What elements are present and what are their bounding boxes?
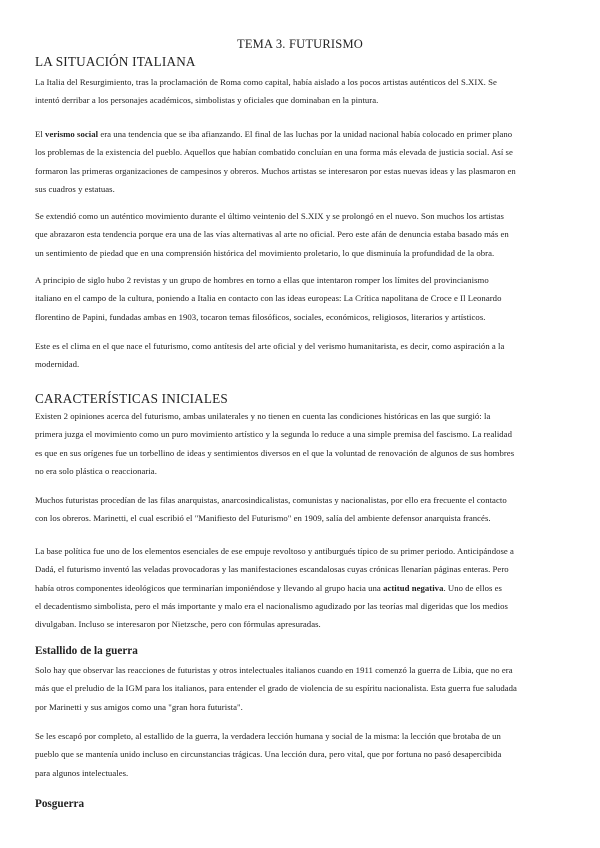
text-line: un sentimiento de piedad que en una comprensión histórica del movimiento proletario, lo que disminuía la profundidad de la obra. xyxy=(35,247,495,258)
document-title: TEMA 3. FUTURISMO xyxy=(237,37,363,51)
section-heading-estallido-de-la-guerra: Estallido de la guerra xyxy=(35,645,138,657)
text-line: pueblo que se mantenía unido incluso en circunstancias trágicas. Una lección dura, pero vital, que por fortuna no pasó desapercibida xyxy=(35,749,502,760)
text-line: Muchos futuristas procedían de las filas anarquistas, anarcosindicalistas, comunistas y nacionalistas, por ello era frecuente el contacto xyxy=(35,495,507,505)
section-heading-situacion-italiana: LA SITUACIÓN ITALIANA xyxy=(35,54,196,69)
text-line: La Italia del Resurgimiento, tras la proclamación de Roma como capital, había aislado a los pocos artistas auténticos del S.XIX. Se xyxy=(35,77,497,87)
paragraph-5 xyxy=(35,337,595,374)
text-line: es que en sus orígenes fue un torbellino de ideas y sentimientos diversos en el que la voluntad de renovación de algunos de sus hombres xyxy=(35,447,515,458)
text-line: Se extendió como un auténtico movimiento durante el último veintenio del S.XIX y se prolongó en el nuevo. Son muchos los artistas xyxy=(35,211,504,221)
text-line: La base política fue uno de los elementos esenciales de ese empuje revoltoso y antiburgués típico de su primer periodo. Anticipándose a xyxy=(35,546,514,556)
text-line: más que el preludio de la IGM para los italianos, para entender el grado de violencia de su espíritu nacionalista. Esta guerra fue saludada xyxy=(35,683,517,694)
text-line: divulgaban. Incluso se interesaron por Nietzsche, pero con fórmulas apresuradas. xyxy=(35,619,321,630)
text-line: florentino de Papini, fundadas ambas en 1903, tocaron temas filosóficos, sociales, económicos, religiosos, literarios y artísticos. xyxy=(35,311,486,322)
paragraph-1 xyxy=(35,73,595,110)
paragraph-4 xyxy=(35,271,595,326)
text-line: Se les escapó por completo, al estallido de la guerra, la verdadera lección humana y social de la misma: la lección que brotaba de un xyxy=(35,731,501,741)
text-line: para algunos intelectuales. xyxy=(35,767,129,778)
bold-term-actitud-negativa: actitud negativa xyxy=(383,582,444,593)
text-line: no era solo plástica o reaccionaria. xyxy=(35,465,157,476)
paragraph-10 xyxy=(35,727,595,782)
text-line: por Marinetti y sus amigos como una "gran hora futurista". xyxy=(35,701,243,712)
text-line: Solo hay que observar las reacciones de futuristas y otros intelectuales italianos cuando en 1911 comenzó la guerra de Libia, que no era xyxy=(35,665,513,675)
paragraph-6 xyxy=(35,407,595,480)
text-line: Existen 2 opiniones acerca del futurismo, ambas unilaterales y no tienen en cuenta las condiciones históricas en las que surgió: la xyxy=(35,411,491,421)
text-line: con los obreros. Marinetti, el cual escribió el "Manifiesto del Futurismo" en 1909, salía del ambiente defensor anarquista francés. xyxy=(35,513,491,524)
text-line: intentó derribar a los personajes académicos, simbolistas y oficiales que dominaban en la pintura. xyxy=(35,95,379,106)
text-line: modernidad. xyxy=(35,359,80,370)
text-line: Este es el clima en el que nace el futurismo, como antítesis del arte oficial y del verismo humanitarista, es decir, como aspiración a la xyxy=(35,341,505,351)
paragraph-2 xyxy=(35,125,595,198)
text-line: primera juzga el movimiento como un puro movimiento artístico y la segunda lo reduce a una simple premisa del fascismo. La realidad xyxy=(35,429,512,440)
text-line: formaron las primeras organizaciones de campesinos y obreros. Muchos artistas se interesaron por estas nuevas ideas y las plasmaron en xyxy=(35,165,516,176)
bold-term-verismo-social: verismo social xyxy=(45,129,99,139)
paragraph-9 xyxy=(35,661,595,716)
text-line: los problemas de la existencia del pueblo. Aquellos que habían combatido concluían en una forma más elevada de justicia social. Así se xyxy=(35,147,513,158)
section-heading-caracteristicas-iniciales: CARACTERÍSTICAS INICIALES xyxy=(35,391,228,406)
text-line: había otros componentes ideológicos que terminarían imponiéndose y llevando al grupo hacia una actitud negativa. Uno de ellos es xyxy=(35,582,502,593)
paragraph-3 xyxy=(35,207,595,262)
paragraph-8 xyxy=(35,542,595,633)
section-heading-posguerra: Posguerra xyxy=(35,798,85,810)
text-line: italiano en el campo de la cultura, poniendo a Italia en contacto con las ideas europeas: La Crítica napolitana de Croce e Il Leonardo xyxy=(35,293,502,304)
text-line: sus cuadros y estatuas. xyxy=(35,183,115,194)
text-line: el decadentismo simbolista, pero el más importante y malo era el nacionalismo agudizado por las teorías mal digeridas que los medios xyxy=(35,600,508,611)
text-line: que abrazaron esta tendencia porque era una de las vías alternativas al arte no oficial. Pero este afán de denuncia estaba basado más en xyxy=(35,229,509,240)
text-line: Dadá, el futurismo inventó las veladas provocadoras y las manifestaciones escandalosas cuyas crónicas llenarían páginas enteras. Pero xyxy=(35,564,509,575)
text-line: El verismo social era una tendencia que se iba afianzando. El final de las luchas por la unidad nacional había colocado en primer plano xyxy=(35,129,513,139)
paragraph-7 xyxy=(35,491,595,528)
text-line: A principio de siglo hubo 2 revistas y un grupo de hombres en torno a ellas que intentaron romper los límites del provincianismo xyxy=(35,275,489,285)
